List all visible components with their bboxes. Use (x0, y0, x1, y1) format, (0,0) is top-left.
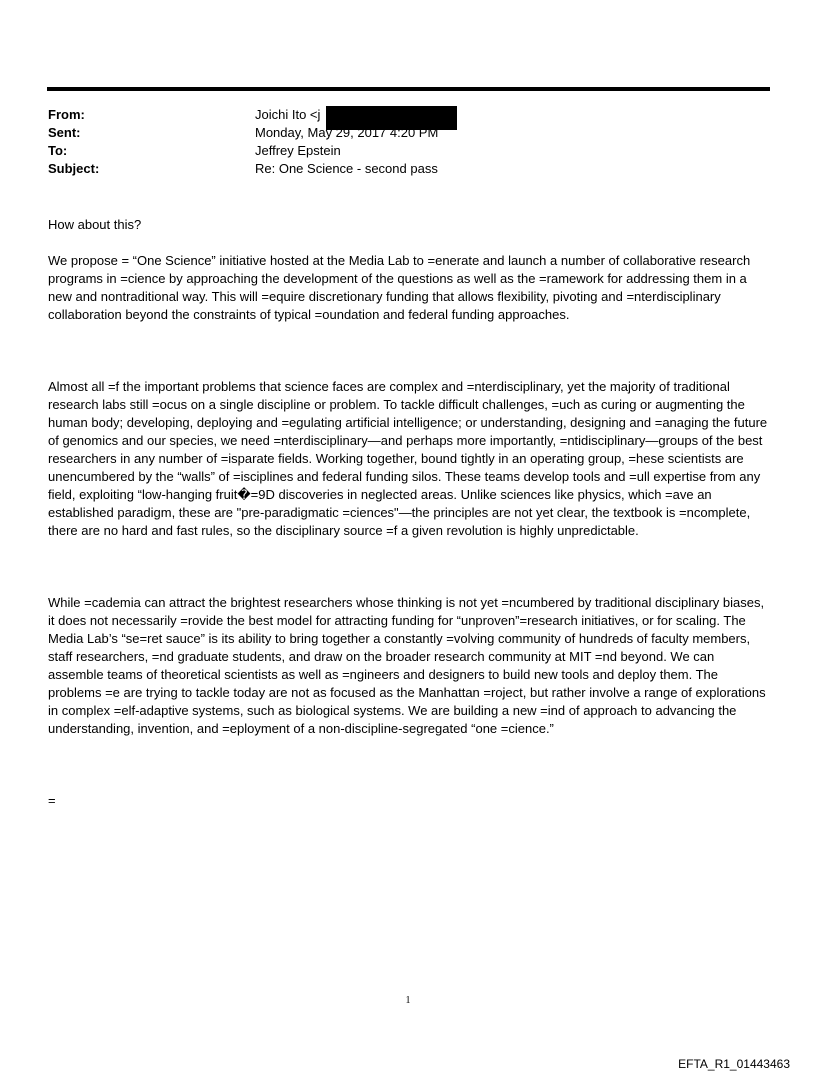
header-rule (47, 87, 770, 91)
paragraph-3: While =cademia can attract the brightest researchers whose thinking is not yet =ncumbered by traditional disciplinary biases, it does not necessarily =rovide the best model for attracting funding for “unproven”=research initiatives, or for scaling. The Media Lab’s “se=ret sauce” is its ability to bring together a constantly =volving community of hundreds of faculty members, staff researchers, =nd graduate students, and draw on the broader research community at MIT =nd beyond. We can assemble teams of theoretical scientists as well as =ngineers and designers to build new tools and deploy them. The problems =e are trying to tackle today are not as focused as the Manhattan =roject, but rather involve a range of explorations in complex =elf-adaptive systems, such as biological systems. We are building a new =ind of approach to advancing the understanding, invention, and =eployment of a non-discipline-segregated “one =cience.” (48, 595, 766, 736)
sent-value: Monday, May 29, 2017 4:20 PM (255, 125, 439, 140)
spacer (48, 324, 770, 378)
to-row (48, 142, 770, 160)
sent-row (48, 124, 770, 142)
trailing-equals: = (48, 793, 56, 808)
paragraph-2: Almost all =f the important problems that science faces are complex and =nterdisciplinary, yet the majority of traditional research labs still =ocus on a single discipline or problem. To tackle difficult challenges, =uch as curing or augmenting the human body; developing, deploying and =egulating artificial intelligence; or understanding, designing and =anaging the future of genomics and our species, we need =nterdisciplinary—and perhaps more importantly, =ntidisciplinary—groups of the best researchers in any number of =isparate fields. Working together, bound tightly in an operating group, =hese scientists are unencumbered by the “walls” of =isciplines and federal funding silos. These teams develop tools and =ull expertise from any field, exploiting “low-hanging fruit�=9D discoveries in neglected areas. Unlike sciences like physics, which =ave an established paradigm, these are "pre-paradigmatic =ciences"—the principles are not yet clear, the textbook is =ncomplete, there are no hard and fast rules, so the disciplinary source =f a given revolution is highly unpredictable. (48, 379, 768, 538)
greeting: How about this? (48, 217, 142, 232)
subject-row (48, 160, 770, 178)
email-header (48, 106, 770, 178)
page-number: 1 (405, 995, 411, 1006)
email-body (48, 216, 770, 810)
sent-label: Sent: (48, 125, 81, 140)
spacer (48, 540, 770, 594)
document-id: EFTA_R1_01443463 (678, 1057, 790, 1071)
from-row (48, 106, 770, 124)
from-label: From: (48, 107, 85, 122)
to-value: Jeffrey Epstein (255, 143, 341, 158)
from-value-container (255, 106, 770, 124)
subject-value: Re: One Science - second pass (255, 161, 438, 176)
subject-label: Subject: (48, 161, 100, 176)
from-value: Joichi Ito <j (255, 107, 321, 122)
paragraph-1: We propose = “One Science” initiative hosted at the Media Lab to =enerate and launch a number of collaborative research programs in =cience by approaching the development of the questions as well as the =ramework for addressing them in a new and nontraditional way. This will =equire discretionary funding that allows flexibility, pivoting and =nterdisciplinary collaboration beyond the constraints of typical =oundation and federal funding approaches. (48, 253, 751, 322)
to-label: To: (48, 143, 68, 158)
